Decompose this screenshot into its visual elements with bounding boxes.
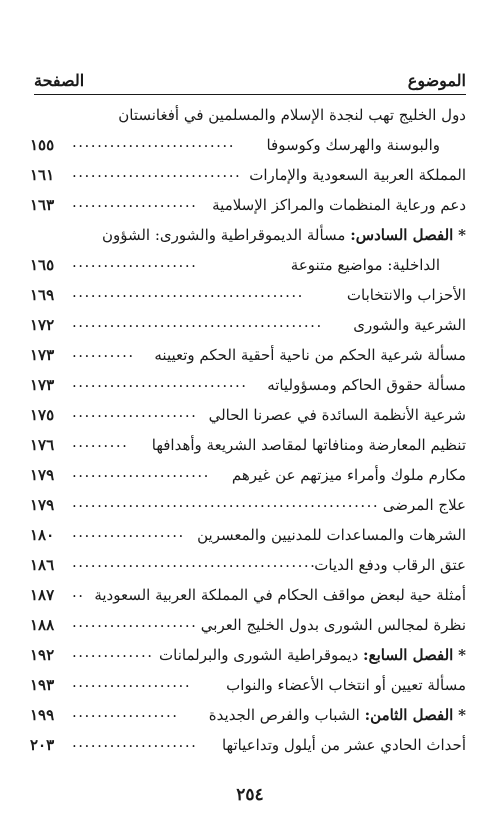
header-divider <box>34 94 466 95</box>
toc-entry <box>30 280 466 310</box>
toc-entry-title <box>197 520 466 550</box>
toc-entry-text: الأحزاب والانتخابات <box>346 286 466 304</box>
toc-entry-text: الشباب والفرص الجديدة <box>208 706 365 724</box>
toc-entry-title <box>94 580 466 610</box>
toc-entry <box>30 220 466 250</box>
toc-entry <box>30 160 466 190</box>
toc-entry-text: الشرهات والمساعدات للمدنيين والمعسرين <box>197 526 466 544</box>
chapter-star-marker: * <box>458 706 466 724</box>
toc-entry-text: تنظيم المعارضة ومنافاتها لمقاصد الشريعة وأهدافها <box>151 436 466 454</box>
toc-entry-page: ١٦١ <box>30 166 55 184</box>
toc-entry-page: ١٧٢ <box>30 316 55 334</box>
toc-entry-page: ١٩٢ <box>30 646 55 664</box>
toc-entry-text: مسألة شرعية الحكم من ناحية أحقية الحكم وتعيينه <box>154 346 466 364</box>
dot-leader: ......... <box>72 433 129 451</box>
toc-entry-page: ١٧٩ <box>30 466 55 484</box>
toc-entry-title <box>249 160 466 190</box>
toc-entry-text: عتق الرقاب ودفع الديات <box>314 556 466 574</box>
toc-entry-page: ١٧٥ <box>30 406 55 424</box>
toc-entry-text: والبوسنة والهرسك وكوسوفا <box>266 136 440 154</box>
toc-entry-text: أمثلة حية لبعض مواقف الحكام في المملكة العربية السعودية <box>94 586 466 604</box>
dot-leader: .................... <box>72 733 198 751</box>
toc-entry-page: ١٩٣ <box>30 676 55 694</box>
toc-entry-title <box>118 100 466 130</box>
toc-entry-title <box>154 340 466 370</box>
toc-entry <box>30 310 466 340</box>
toc-entry-title <box>226 670 466 700</box>
toc-entry <box>30 700 466 730</box>
toc-entry <box>30 100 466 130</box>
toc-entry <box>30 520 466 550</box>
dot-leader: ............. <box>72 643 154 661</box>
toc-entry <box>30 730 466 760</box>
toc-entry-title <box>102 220 466 250</box>
toc-entry-title <box>209 400 466 430</box>
toc-entry-title <box>383 490 466 520</box>
toc-entry-title <box>159 640 466 670</box>
toc-entry-text: الشرعية والشورى <box>353 316 466 334</box>
toc-entry-page: ١٦٣ <box>30 196 55 214</box>
toc-entry <box>30 490 466 520</box>
toc-entry <box>30 580 466 610</box>
toc-entry-page: ١٧٣ <box>30 376 55 394</box>
toc-entry-page: ١٦٩ <box>30 286 55 304</box>
topic-column-label: الموضوع <box>407 71 466 90</box>
toc-entry-page: ٢٠٣ <box>30 736 55 754</box>
toc-entry-text: شرعية الأنظمة السائدة في عصرنا الحالي <box>208 406 466 424</box>
toc-entry <box>30 640 466 670</box>
chapter-heading: الفصل الثامن: <box>364 706 454 724</box>
toc-entry <box>30 340 466 370</box>
toc-entry <box>30 250 466 280</box>
dot-leader: ................. <box>72 703 179 721</box>
dot-leader: ....................................... <box>72 553 317 571</box>
toc-entry-text: المملكة العربية السعودية والإمارات <box>249 166 466 184</box>
toc-entry-title <box>212 190 466 220</box>
toc-entry <box>30 430 466 460</box>
toc-entry-title <box>266 130 440 160</box>
toc-entry-page: ١٧٣ <box>30 346 55 364</box>
toc-entry-title <box>232 460 466 490</box>
dot-leader: .................... <box>72 193 198 211</box>
dot-leader: .......... <box>72 343 135 361</box>
toc-entry <box>30 670 466 700</box>
chapter-heading: الفصل السادس: <box>350 226 454 244</box>
toc-entry-page: ١٧٩ <box>30 496 55 514</box>
toc-entry-page: ١٥٥ <box>30 136 55 154</box>
dot-leader: ...................... <box>72 463 210 481</box>
dot-leader: ................... <box>72 673 192 691</box>
toc-entry-title <box>152 430 466 460</box>
toc-list <box>30 100 466 760</box>
toc-entry-title <box>209 700 466 730</box>
chapter-star-marker: * <box>458 646 466 664</box>
toc-entry-text: أحداث الحادي عشر من أيلول وتداعياتها <box>221 736 466 754</box>
toc-entry-page: ١٨٦ <box>30 556 55 574</box>
toc-entry-page: ١٩٩ <box>30 706 55 724</box>
toc-entry-page: ١٨٨ <box>30 616 55 634</box>
dot-leader: .................. <box>72 523 185 541</box>
dot-leader: .. <box>72 583 85 601</box>
toc-entry-title <box>291 250 440 280</box>
toc-entry-text: نظرة لمجالس الشورى بدول الخليج العربي <box>200 616 466 634</box>
toc-entry-title <box>353 310 466 340</box>
toc-entry-text: ديموقراطية الشورى والبرلمانات <box>159 646 364 664</box>
toc-entry <box>30 400 466 430</box>
toc-entry-page: ١٨٠ <box>30 526 55 544</box>
toc-entry-text: الداخلية: مواضيع متنوعة <box>290 256 440 274</box>
chapter-heading: الفصل السابع: <box>363 646 454 664</box>
toc-entry-text: دعم ورعاية المنظمات والمراكز الإسلامية <box>212 196 466 214</box>
toc-entry-text: دول الخليج تهب لنجدة الإسلام والمسلمين في أفغانستان <box>118 106 466 124</box>
toc-entry-page: ١٦٥ <box>30 256 55 274</box>
dot-leader: ................................................. <box>72 493 380 511</box>
dot-leader: .................... <box>72 253 198 271</box>
toc-entry <box>30 130 466 160</box>
toc-entry-text: مسألة تعيين أو انتخاب الأعضاء والنواب <box>226 676 466 694</box>
toc-entry-page: ١٧٦ <box>30 436 55 454</box>
dot-leader: ............................ <box>72 373 248 391</box>
chapter-star-marker: * <box>458 226 466 244</box>
toc-entry <box>30 610 466 640</box>
toc-entry-title <box>267 370 466 400</box>
toc-entry-page: ١٨٧ <box>30 586 55 604</box>
toc-entry-title <box>314 550 466 580</box>
dot-leader: .................... <box>72 613 198 631</box>
dot-leader: ..................................... <box>72 283 304 301</box>
toc-entry-title <box>201 610 466 640</box>
toc-entry-text: علاج المرضى <box>382 496 466 514</box>
toc-entry-title <box>222 730 466 760</box>
toc-entry <box>30 460 466 490</box>
toc-entry-title <box>347 280 466 310</box>
page-number: ٢٥٤ <box>236 785 264 805</box>
dot-leader: ........................... <box>72 163 242 181</box>
page-column-label: الصفحة <box>34 71 85 90</box>
toc-header <box>34 66 466 90</box>
dot-leader: .......................... <box>72 133 235 151</box>
toc-entry <box>30 190 466 220</box>
toc-entry-text: مسألة الديموقراطية والشورى: الشؤون <box>101 226 351 244</box>
toc-entry-text: مسألة حقوق الحاكم ومسؤولياته <box>267 376 466 394</box>
toc-entry <box>30 370 466 400</box>
toc-entry-text: مكارم ملوك وأمراء ميزتهم عن غيرهم <box>231 466 466 484</box>
dot-leader: .................... <box>72 403 198 421</box>
dot-leader: ........................................ <box>72 313 323 331</box>
toc-entry <box>30 550 466 580</box>
